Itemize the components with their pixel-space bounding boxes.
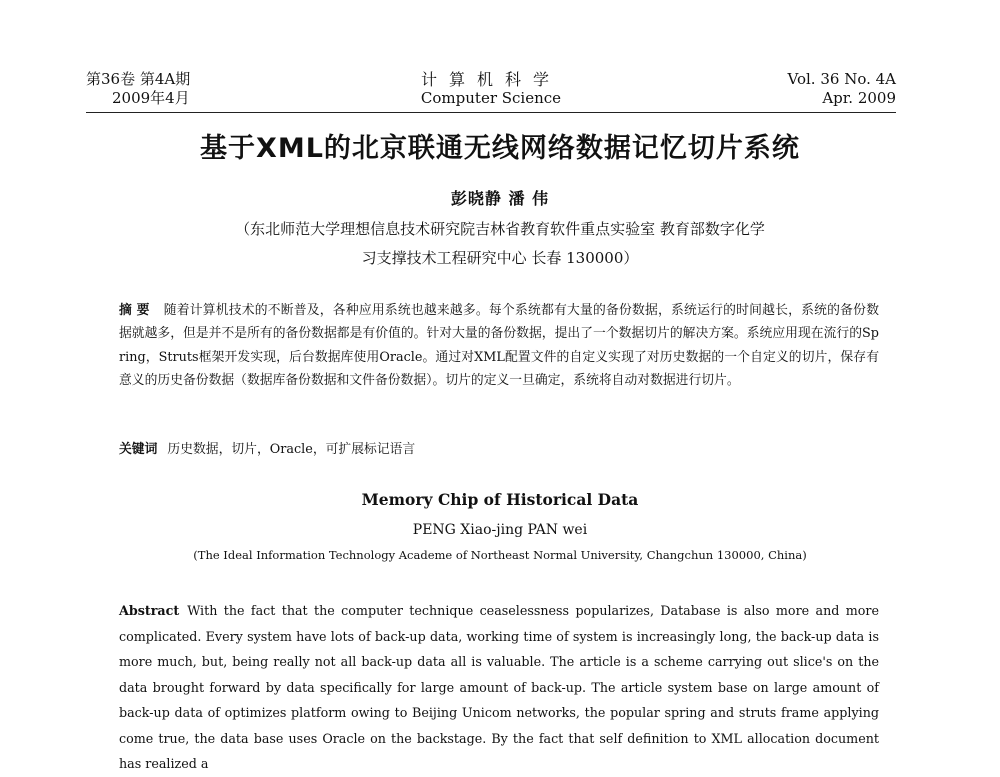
affiliation-cn (120, 215, 880, 273)
abstract-label-cn: 摘 要 (119, 303, 150, 318)
keywords-cn (119, 438, 879, 457)
authors-en: PENG Xiao-jing PAN wei (412, 522, 588, 538)
abstract-en (119, 598, 879, 777)
abstract-label-en: Abstract (119, 603, 180, 618)
abstract-text-en: With the fact that the computer technique ceaselessness popularizes, Database is also more and more complicated. Every system have lots of back-up data, working time of system is increasingly long, the back-up data is more much, but, being really not all back-up data all is valuable. The article is a scheme carrying out slice's on the data brought forward by data specifically for large amount of back-up. The article system base on large amount of back-up data of optimizes platform owing to Beijing Unicom networks, the popular spring and struts frame applying come true, the data base uses Oracle on the backstage. By the fact that self definition to XML allocation document has realized a (119, 603, 879, 771)
header-center (86, 70, 896, 108)
header-rule (86, 112, 896, 113)
volume-issue-en: Vol. 36 No. 4A (787, 70, 896, 88)
abstract-cn (119, 299, 879, 393)
paper-title-cn: 基于XML的北京联通无线网络数据记忆切片系统 (200, 133, 800, 164)
abstract-text-cn: 随着计算机技术的不断普及，各种应用系统也越来越多。每个系统都有大量的备份数据，系统运行的时间越长，系统的备份数据就越多，但是并不是所有的备份数据都是有价值的。针对大量的备份数据，提出了一个数据切片的解决方案。系统应用现在流行的Spring，Struts框架开发实现，后台数据库使用Oracle。通过对XML配置文件的自定义实现了对历史数据的一个自定义的切片，保存有意义的历史备份数据（数据库备份数据和文件备份数据）。切片的定义一旦确定，系统将自动对数据进行切片。 (119, 303, 879, 389)
volume-issue: 第36卷 第4A期 (86, 70, 191, 88)
paper-title-en: Memory Chip of Historical Data (361, 490, 639, 509)
affiliation-cn-line1: （东北师范大学理想信息技术研究院吉林省教育软件重点实验室 教育部数字化学 (235, 220, 765, 238)
header-right (788, 70, 896, 108)
keywords-text-cn: 历史数据，切片，Oracle，可扩展标记语言 (167, 442, 416, 457)
keywords-label-cn: 关键词 (119, 442, 158, 457)
journal-name-en: Computer Science (420, 89, 562, 107)
journal-name-cn: 计算机科学 (420, 70, 561, 89)
affiliation-en: (The Ideal Information Technology Academe of Northeast Normal University, Changchun 130000, China) (193, 548, 807, 562)
authors-cn: 彭晓静 潘 伟 (450, 189, 550, 208)
date-cn: 2009年4月 (112, 89, 190, 107)
affiliation-cn-line2: 习支撑技术工程研究中心 长春 130000） (361, 249, 639, 267)
date-en: Apr. 2009 (822, 89, 896, 107)
journal-header (86, 70, 896, 114)
